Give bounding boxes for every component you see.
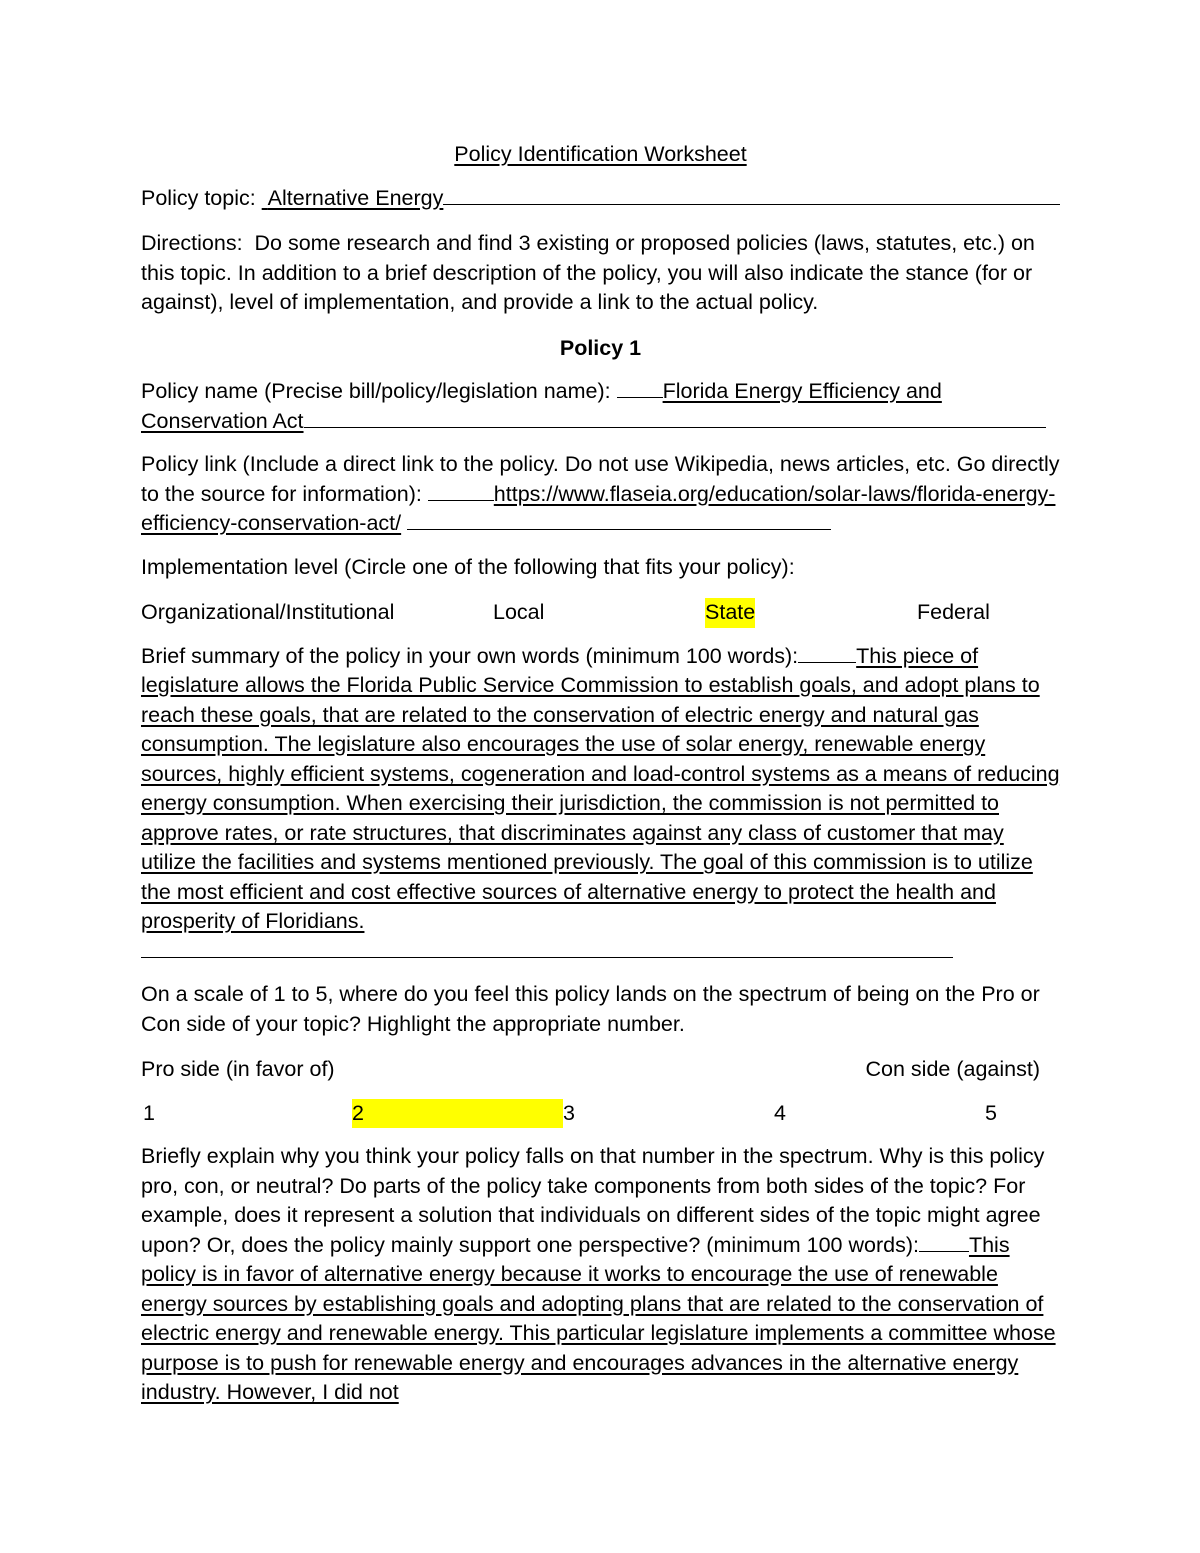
policy-name-value: Florida Energy Efficiency and Conservation Act xyxy=(141,379,942,433)
policy-name-row xyxy=(141,377,1060,436)
policy-topic-fill-line xyxy=(443,184,1060,205)
level-state-wrap xyxy=(705,598,917,628)
scale-3-text: 3 xyxy=(563,1100,575,1125)
scale-4-text: 4 xyxy=(774,1100,786,1125)
scale-2[interactable] xyxy=(352,1099,563,1129)
policy-topic-value: Alternative Energy xyxy=(267,185,444,210)
policy-name-fill-line xyxy=(304,409,1046,428)
scale-question: On a scale of 1 to 5, where do you feel this policy lands on the spectrum of being on the Pro or Con side of your topic? Highlight the appropriate number. xyxy=(141,982,1040,1036)
summary-label: Brief summary of the policy in your own words (minimum 100 words): xyxy=(141,643,799,668)
scale-1[interactable] xyxy=(141,1099,352,1129)
scale-3[interactable] xyxy=(563,1099,774,1129)
scale-5[interactable] xyxy=(985,1099,1196,1129)
level-federal[interactable]: Federal xyxy=(917,600,990,624)
policy-link-fill-line xyxy=(407,511,831,530)
explain-blank xyxy=(919,1233,969,1252)
scale-1-text: 1 xyxy=(143,1100,155,1125)
page-title: Policy Identification Worksheet xyxy=(454,142,747,166)
explain-value: This policy is in favor of alternative energy because it works to encourage the use of renewable energy sources by establishing goals and adopting plans that are related to the conservation of electric energy and renewable energy. This particular legislature implements a committee whose purpose is to push for renewable energy and encourages advances in the alternative energy industry. However, I did not xyxy=(141,1232,1056,1404)
policy-link-blank xyxy=(428,482,494,501)
directions-text: Directions: Do some research and find 3 existing or proposed policies (laws, statutes, etc.) on this topic. In addition to a brief description of the policy, you will also indicate the stance (for or against), level of implementation, and provide a link to the actual policy. xyxy=(141,231,1041,314)
scale-2-text: 2 xyxy=(352,1099,563,1129)
explain-label: Briefly explain why you think your policy falls on that number in the spectrum. Why is this policy pro, con, or neutral? Do parts of the policy take components from both sides of the topic? For example, does it represent a solution that individuals on different sides of the topic might agree upon? Or, does the policy mainly support one perspective? (minimum 100 words): xyxy=(141,1144,1045,1257)
scale-numbers xyxy=(141,1099,1060,1129)
summary-row xyxy=(141,642,1060,967)
summary-blank xyxy=(798,644,856,663)
policy-link-value[interactable]: https://www.flaseia.org/education/solar-laws/florida-energy-efficiency-conservation-act/ xyxy=(141,481,1056,535)
summary-fill-line xyxy=(141,939,953,958)
policy-topic-row xyxy=(141,184,1060,214)
policy-name-label: Policy name (Precise bill/policy/legislation name): xyxy=(141,379,617,403)
explain-row xyxy=(141,1142,1060,1408)
policy-name-blank xyxy=(617,379,663,398)
policy-link-row xyxy=(141,450,1060,539)
scale-5-text: 5 xyxy=(985,1100,997,1125)
policy-heading: Policy 1 xyxy=(559,335,642,360)
level-state[interactable]: State xyxy=(705,598,755,628)
summary-value: This piece of legislature allows the Florida Public Service Commission to establish goals, and adopt plans to reach these goals, that are related to the conservation of electric energy and natural gas consumption. The legislature also encourages the use of solar energy, renewable energy sources, highly efficient systems, cogeneration and load-control systems as a means of reducing energy consumption. When exercising their jurisdiction, the commission is not permitted to approve rates, or rate structures, that discriminates against any class of customer that may utilize the facilities and systems mentioned previously. The goal of this commission is to utilize the most efficient and cost effective sources of alternative energy to protect the health and prosperity of Floridians. xyxy=(141,643,1060,933)
pro-side-label: Pro side (in favor of) xyxy=(141,1057,335,1081)
scale-labels xyxy=(141,1055,1060,1085)
level-local[interactable]: Local xyxy=(493,600,545,624)
level-organizational[interactable]: Organizational/Institutional xyxy=(141,600,395,624)
policy-link-label: Policy link (Include a direct link to the policy. Do not use Wikipedia, news articles, etc. Go directly to the source for information): xyxy=(141,452,1060,506)
worksheet-page xyxy=(141,140,1060,1424)
con-side-label: Con side (against) xyxy=(865,1057,1040,1081)
policy-topic-label: Policy topic: xyxy=(141,185,262,210)
implementation-levels xyxy=(141,598,1060,628)
scale-4[interactable] xyxy=(774,1099,985,1129)
implementation-label: Implementation level (Circle one of the following that fits your policy): xyxy=(141,554,795,579)
